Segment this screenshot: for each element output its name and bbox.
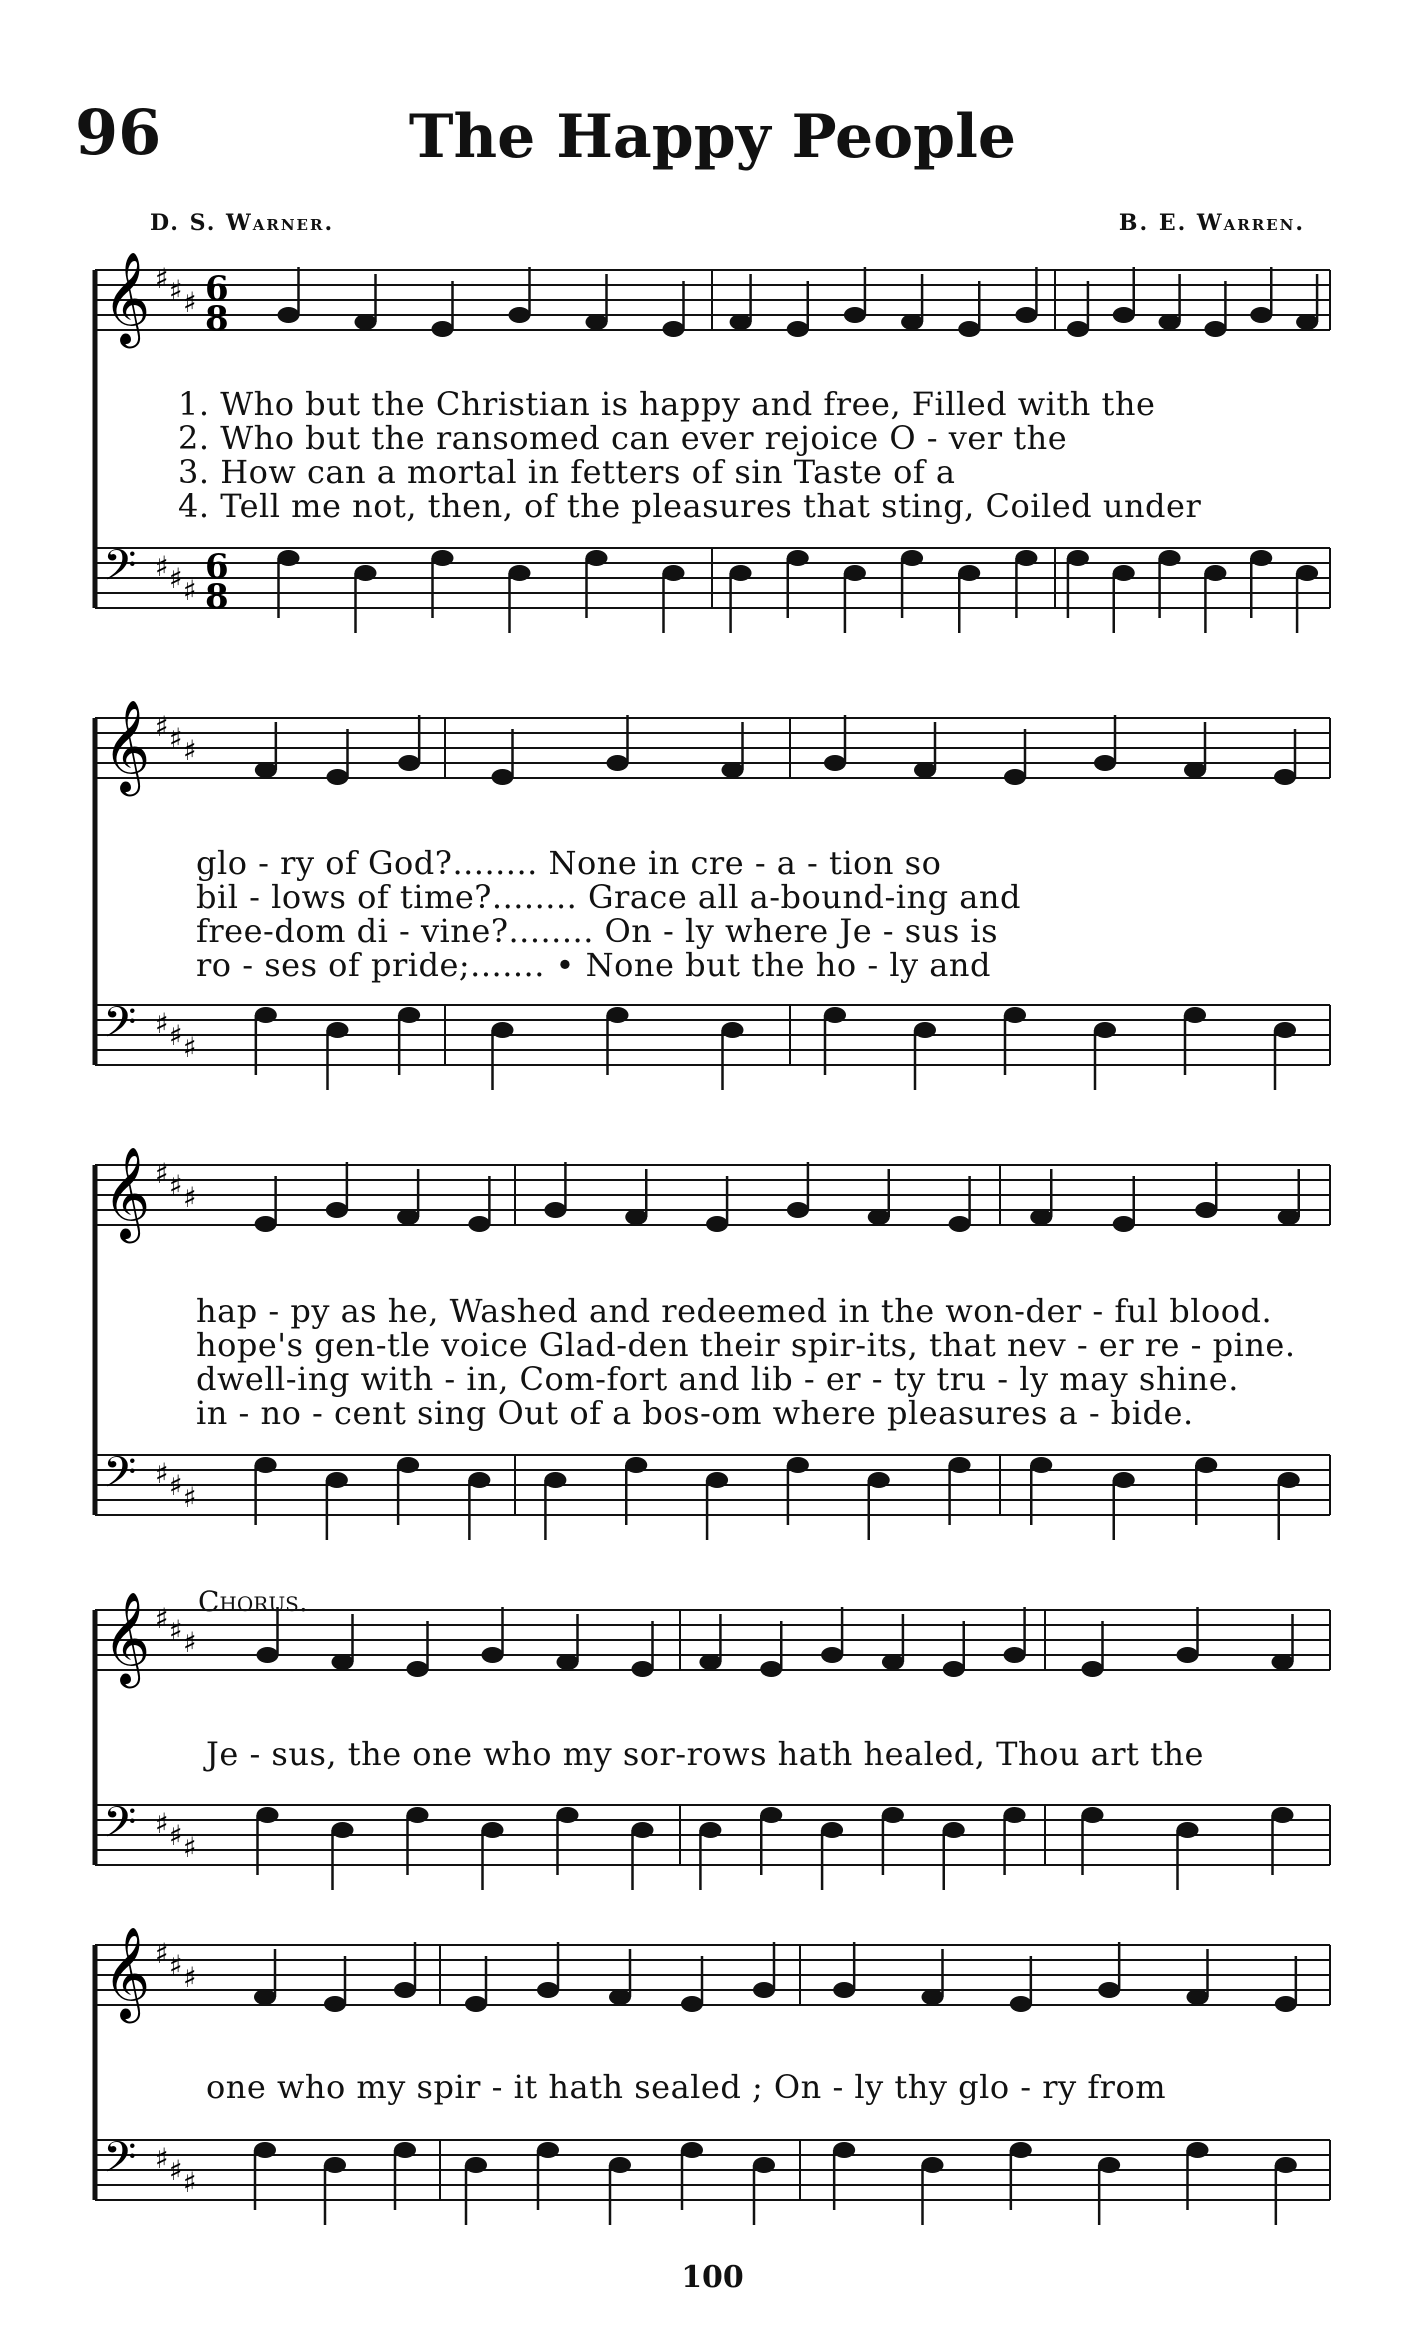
bass-note-head	[432, 550, 454, 566]
treble-note-head	[1272, 1654, 1294, 1670]
treble-note-head	[833, 1982, 855, 1998]
sharp-key-signature-icon: ♯	[169, 562, 183, 595]
system-4-chorus-line: Je - sus, the one who my sor-rows hath healed, Thou art the	[206, 1735, 1204, 1773]
sharp-key-signature-icon: ♯	[183, 1181, 197, 1214]
bass-note-head	[255, 1007, 277, 1023]
treble-note-head	[586, 314, 608, 330]
sharp-key-signature-icon: ♯	[155, 1007, 169, 1040]
bass-note-head	[949, 1457, 971, 1473]
bass-note-head	[537, 2142, 559, 2158]
lyricist-credit: D. S. Warner.	[150, 210, 335, 236]
bass-note-head	[787, 550, 809, 566]
treble-note-head	[681, 1996, 703, 2012]
bass-note-head	[324, 2157, 346, 2173]
treble-note-head	[914, 762, 936, 778]
bass-note-head	[922, 2157, 944, 2173]
treble-note-head	[868, 1209, 890, 1225]
system-1-verse-2: 2. Who but the ransomed can ever rejoice O - ver the	[178, 419, 1068, 457]
sharp-key-signature-icon: ♯	[169, 1949, 183, 1982]
treble-note-head	[1278, 1209, 1300, 1225]
treble-note-head	[1004, 769, 1026, 785]
bass-note-head	[901, 550, 923, 566]
treble-clef-icon: 𝄞	[103, 1146, 151, 1239]
treble-note-head	[609, 1989, 631, 2005]
chorus-label: Chorus.	[198, 1585, 308, 1618]
bass-note-head	[1004, 1807, 1026, 1823]
time-signature-bottom: 8	[205, 577, 229, 617]
treble-note-head	[632, 1661, 654, 1677]
treble-note-head	[699, 1654, 721, 1670]
sharp-key-signature-icon: ♯	[183, 734, 197, 767]
bass-note-head	[355, 565, 377, 581]
bass-note-head	[1272, 1807, 1294, 1823]
treble-note-head	[257, 1647, 279, 1663]
treble-note-head	[482, 1647, 504, 1663]
sharp-key-signature-icon: ♯	[183, 2166, 197, 2199]
sharp-key-signature-icon: ♯	[169, 1614, 183, 1647]
treble-note-head	[355, 314, 377, 330]
bass-note-head	[824, 1007, 846, 1023]
bass-note-head	[1296, 565, 1318, 581]
system-1-verse-4: 4. Tell me not, then, of the pleasures that sting, Coiled under	[178, 487, 1202, 525]
bass-note-head	[699, 1822, 721, 1838]
sharp-key-signature-icon: ♯	[183, 574, 197, 607]
system-3-verse-3: dwell-ing with - in, Com-fort and lib - er - ty tru - ly may shine.	[196, 1360, 1239, 1398]
bass-note-head	[544, 1472, 566, 1488]
bass-note-head	[844, 565, 866, 581]
bass-clef-icon: 𝄢	[103, 1798, 137, 1858]
bass-note-head	[482, 1822, 504, 1838]
system-5-chorus-line: one who my spir - it hath sealed ; On - ly thy glo - ry from	[206, 2068, 1167, 2106]
sharp-key-signature-icon: ♯	[155, 262, 169, 295]
treble-note-head	[1082, 1661, 1104, 1677]
treble-clef-icon: 𝄞	[103, 251, 151, 344]
sharp-key-signature-icon: ♯	[155, 1157, 169, 1190]
treble-note-head	[844, 307, 866, 323]
bass-note-head	[255, 1457, 277, 1473]
time-signature-bottom: 8	[205, 299, 229, 339]
treble-clef-icon: 𝄞	[103, 1926, 151, 2019]
bass-note-head	[607, 1007, 629, 1023]
bass-note-head	[257, 1807, 279, 1823]
bass-note-head	[1094, 1022, 1116, 1038]
treble-note-head	[544, 1202, 566, 1218]
bass-note-head	[833, 2142, 855, 2158]
sharp-key-signature-icon: ♯	[155, 2142, 169, 2175]
treble-note-head	[722, 762, 744, 778]
sharp-key-signature-icon: ♯	[183, 1031, 197, 1064]
system-3-verse-1: hap - py as he, Washed and redeemed in the won-der - ful blood.	[196, 1292, 1273, 1330]
bass-note-head	[760, 1807, 782, 1823]
bass-clef-icon: 𝄢	[103, 2133, 137, 2193]
system-1-verse-3: 3. How can a mortal in fetters of sin Taste of a	[178, 453, 956, 491]
treble-note-head	[1094, 755, 1116, 771]
treble-note-head	[1159, 314, 1181, 330]
treble-note-head	[1098, 1982, 1120, 1998]
treble-note-head	[1204, 321, 1226, 337]
bass-note-head	[586, 550, 608, 566]
treble-note-head	[1184, 762, 1206, 778]
bass-note-head	[868, 1472, 890, 1488]
bass-note-head	[1274, 1022, 1296, 1038]
treble-note-head	[824, 755, 846, 771]
treble-note-head	[922, 1989, 944, 2005]
treble-note-head	[557, 1654, 579, 1670]
bass-note-head	[914, 1022, 936, 1038]
bass-note-head	[1195, 1457, 1217, 1473]
bass-clef-icon: 𝄢	[103, 1448, 137, 1508]
bass-note-head	[706, 1472, 728, 1488]
treble-note-head	[730, 314, 752, 330]
sharp-key-signature-icon: ♯	[169, 1169, 183, 1202]
bass-note-head	[1004, 1007, 1026, 1023]
bass-note-head	[1067, 550, 1089, 566]
treble-note-head	[943, 1661, 965, 1677]
treble-note-head	[1250, 307, 1272, 323]
bass-note-head	[254, 2142, 276, 2158]
sharp-key-signature-icon: ♯	[155, 550, 169, 583]
sharp-key-signature-icon: ♯	[183, 1626, 197, 1659]
bass-clef-icon: 𝄢	[103, 541, 137, 601]
treble-note-head	[1067, 321, 1089, 337]
treble-note-head	[949, 1216, 971, 1232]
treble-note-head	[1113, 307, 1135, 323]
bass-note-head	[943, 1822, 965, 1838]
system-2-verse-2: bil - lows of time?........ Grace all a-bound-ing and	[196, 878, 1021, 916]
sharp-key-signature-icon: ♯	[169, 1019, 183, 1052]
treble-note-head	[787, 1202, 809, 1218]
bass-note-head	[1250, 550, 1272, 566]
system-3-verse-4: in - no - cent sing Out of a bos-om where pleasures a - bide.	[196, 1394, 1194, 1432]
sharp-key-signature-icon: ♯	[169, 2154, 183, 2187]
bass-note-head	[730, 565, 752, 581]
bass-clef-icon: 𝄢	[103, 998, 137, 1058]
treble-clef-icon: 𝄞	[103, 699, 151, 792]
bass-note-head	[1098, 2157, 1120, 2173]
system-2-verse-3: free-dom di - vine?........ On - ly where Je - sus is	[196, 912, 999, 950]
bass-note-head	[663, 565, 685, 581]
hymn-number: 96	[75, 96, 162, 169]
bass-note-head	[1113, 1472, 1135, 1488]
bass-note-head	[1159, 550, 1181, 566]
sharp-key-signature-icon: ♯	[183, 1481, 197, 1514]
treble-note-head	[278, 307, 300, 323]
sharp-key-signature-icon: ♯	[155, 710, 169, 743]
bass-note-head	[1278, 1472, 1300, 1488]
sharp-key-signature-icon: ♯	[169, 1819, 183, 1852]
bass-note-head	[1275, 2157, 1297, 2173]
treble-clef-icon: 𝄞	[103, 1591, 151, 1684]
treble-note-head	[397, 1209, 419, 1225]
treble-note-head	[1296, 314, 1318, 330]
bass-note-head	[1015, 550, 1037, 566]
treble-note-head	[882, 1654, 904, 1670]
sharp-key-signature-icon: ♯	[155, 1807, 169, 1840]
treble-note-head	[760, 1661, 782, 1677]
treble-note-head	[1113, 1216, 1135, 1232]
treble-note-head	[753, 1982, 775, 1998]
sharp-key-signature-icon: ♯	[169, 1469, 183, 1502]
treble-note-head	[509, 307, 531, 323]
sharp-key-signature-icon: ♯	[183, 286, 197, 319]
treble-note-head	[394, 1982, 416, 1998]
treble-note-head	[958, 321, 980, 337]
treble-note-head	[324, 1996, 346, 2012]
bass-note-head	[1204, 565, 1226, 581]
treble-note-head	[1004, 1647, 1026, 1663]
bass-note-head	[557, 1807, 579, 1823]
sharp-key-signature-icon: ♯	[183, 1831, 197, 1864]
bass-note-head	[327, 1022, 349, 1038]
treble-note-head	[821, 1647, 843, 1663]
page-number: 100	[681, 2260, 744, 2295]
bass-note-head	[326, 1472, 348, 1488]
bass-note-head	[958, 565, 980, 581]
treble-note-head	[432, 321, 454, 337]
bass-note-head	[821, 1822, 843, 1838]
treble-note-head	[326, 1202, 348, 1218]
system-1-verse-1: 1. Who but the Christian is happy and free, Filled with the	[178, 385, 1156, 423]
bass-note-head	[1082, 1807, 1104, 1823]
bass-note-head	[1010, 2142, 1032, 2158]
treble-note-head	[255, 762, 277, 778]
bass-note-head	[398, 1007, 420, 1023]
sharp-key-signature-icon: ♯	[155, 1457, 169, 1490]
treble-note-head	[327, 769, 349, 785]
treble-note-head	[255, 1216, 277, 1232]
treble-note-head	[407, 1661, 429, 1677]
sharp-key-signature-icon: ♯	[183, 1961, 197, 1994]
sharp-key-signature-icon: ♯	[155, 1937, 169, 1970]
sharp-key-signature-icon: ♯	[169, 722, 183, 755]
bass-note-head	[1187, 2142, 1209, 2158]
bass-note-head	[632, 1822, 654, 1838]
bass-note-head	[1184, 1007, 1206, 1023]
bass-note-head	[278, 550, 300, 566]
treble-note-head	[537, 1982, 559, 1998]
treble-note-head	[254, 1989, 276, 2005]
bass-note-head	[681, 2142, 703, 2158]
composer-credit: B. E. Warren.	[1118, 210, 1305, 236]
treble-note-head	[625, 1209, 647, 1225]
bass-note-head	[609, 2157, 631, 2173]
sharp-key-signature-icon: ♯	[169, 274, 183, 307]
time-signature-top: 6	[205, 547, 229, 587]
bass-note-head	[1030, 1457, 1052, 1473]
bass-note-head	[1113, 565, 1135, 581]
treble-note-head	[332, 1654, 354, 1670]
treble-note-head	[492, 769, 514, 785]
bass-note-head	[787, 1457, 809, 1473]
bass-note-head	[492, 1022, 514, 1038]
treble-note-head	[607, 755, 629, 771]
bass-note-head	[753, 2157, 775, 2173]
bass-note-head	[394, 2142, 416, 2158]
treble-note-head	[1015, 307, 1037, 323]
treble-note-head	[1010, 1996, 1032, 2012]
system-2-verse-1: glo - ry of God?........ None in cre - a - tion so	[196, 844, 942, 882]
treble-note-head	[465, 1996, 487, 2012]
bass-note-head	[332, 1822, 354, 1838]
bass-note-head	[1177, 1822, 1199, 1838]
treble-note-head	[1195, 1202, 1217, 1218]
hymn-title: The Happy People	[408, 102, 1017, 172]
bass-note-head	[465, 2157, 487, 2173]
treble-note-head	[1177, 1647, 1199, 1663]
bass-note-head	[468, 1472, 490, 1488]
treble-note-head	[468, 1216, 490, 1232]
treble-note-head	[1187, 1989, 1209, 2005]
treble-note-head	[1274, 769, 1296, 785]
bass-note-head	[407, 1807, 429, 1823]
system-2-verse-4: ro - ses of pride;....... • None but the ho - ly and	[196, 946, 991, 984]
bass-note-head	[625, 1457, 647, 1473]
bass-note-head	[882, 1807, 904, 1823]
sharp-key-signature-icon: ♯	[155, 1602, 169, 1635]
bass-note-head	[509, 565, 531, 581]
treble-note-head	[787, 321, 809, 337]
bass-note-head	[397, 1457, 419, 1473]
treble-note-head	[1030, 1209, 1052, 1225]
bass-note-head	[722, 1022, 744, 1038]
treble-note-head	[398, 755, 420, 771]
treble-note-head	[663, 321, 685, 337]
treble-note-head	[1275, 1996, 1297, 2012]
treble-note-head	[706, 1216, 728, 1232]
treble-note-head	[901, 314, 923, 330]
system-3-verse-2: hope's gen-tle voice Glad-den their spir-its, that nev - er re - pine.	[196, 1326, 1296, 1364]
time-signature-top: 6	[205, 269, 229, 309]
